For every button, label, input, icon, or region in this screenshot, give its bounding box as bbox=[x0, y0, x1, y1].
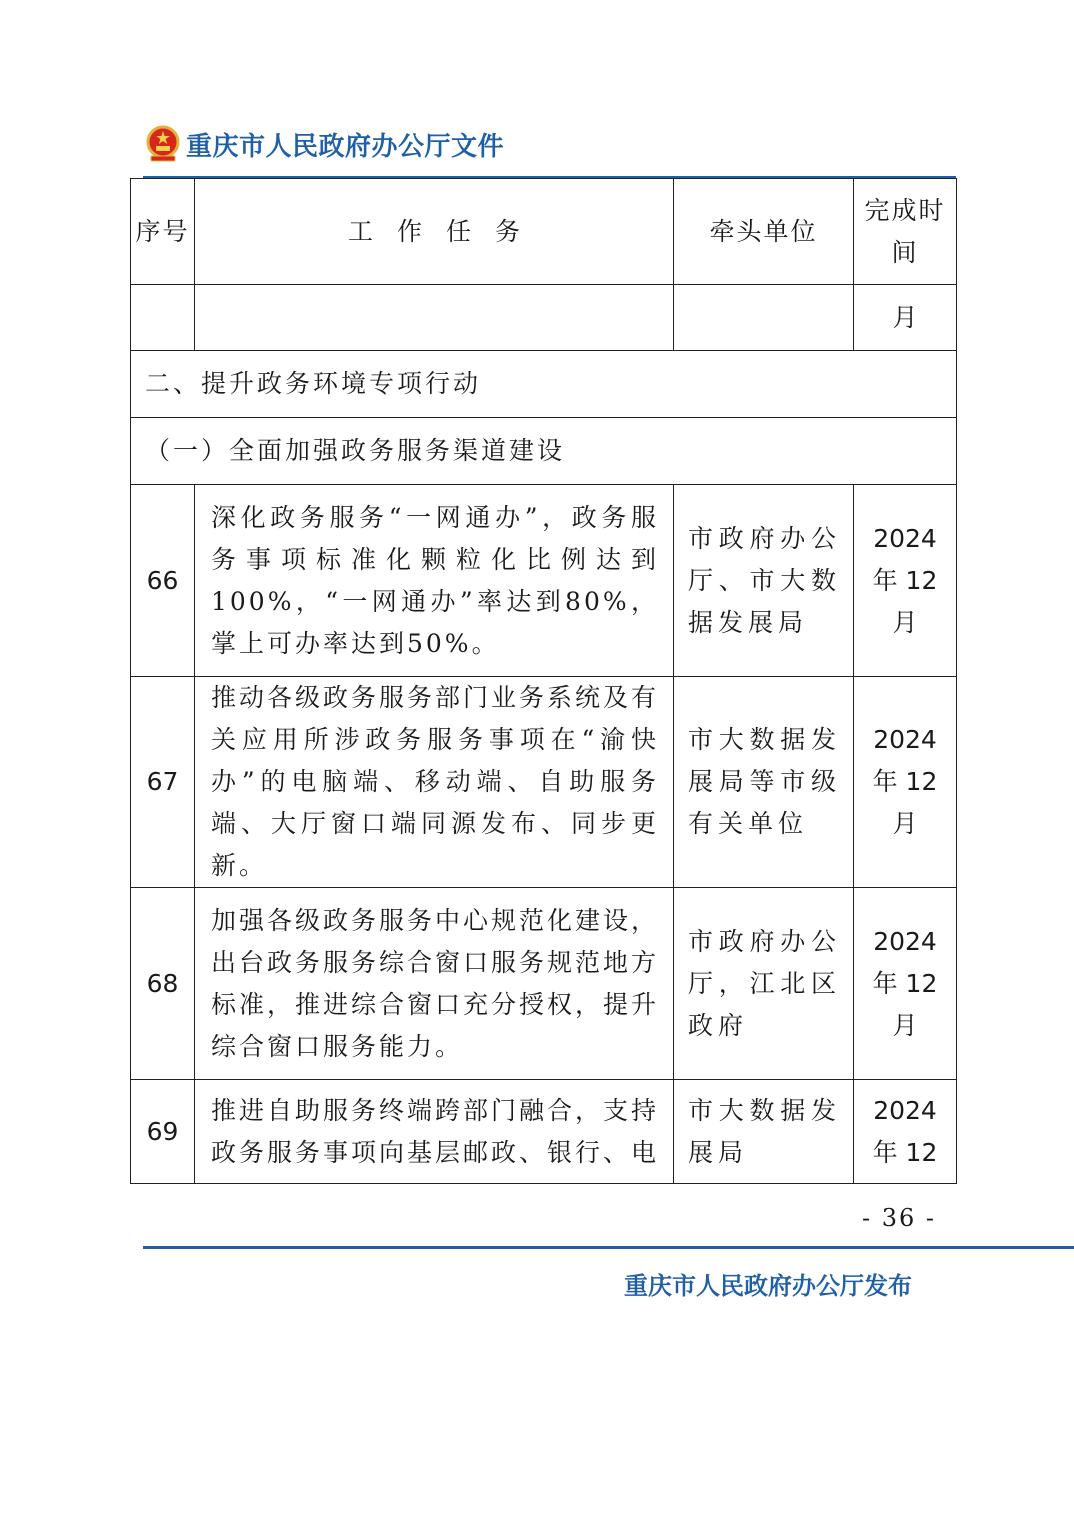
row-deadline-suffix: 月 bbox=[892, 809, 918, 838]
row-deadline bbox=[854, 888, 957, 1080]
carryover-deadline: 月 bbox=[854, 285, 957, 351]
footer-publisher: 重庆市人民政府办公厅发布 bbox=[624, 1272, 912, 1300]
table-row bbox=[131, 485, 957, 677]
row-deadline-year: 2024 bbox=[873, 523, 937, 553]
row-task: 加强各级政务服务中心规范化建设，出台政务服务综合窗口服务规范地方标准，推进综合窗口充分授权，提升综合窗口服务能力。 bbox=[195, 888, 674, 1080]
header-deadline-line1: 完成时 bbox=[864, 195, 946, 225]
section-row bbox=[131, 351, 957, 418]
row-deadline-year: 2024 bbox=[873, 926, 937, 956]
row-deadline-year: 2024 bbox=[873, 725, 937, 754]
row-deadline-month: 年 12 bbox=[872, 565, 938, 595]
row-unit: 市大数据发展局 bbox=[674, 1080, 854, 1184]
row-unit: 市政府办公厅、市大数据发展局 bbox=[674, 485, 854, 677]
row-unit: 市政府办公厅，江北区政府 bbox=[674, 888, 854, 1080]
row-unit: 市大数据发展局等市级有关单位 bbox=[674, 677, 854, 888]
row-index: 66 bbox=[131, 485, 195, 677]
row-task: 推进自助服务终端跨部门融合，支持政务服务事项向基层邮政、银行、电 bbox=[195, 1080, 674, 1184]
header-index: 序号 bbox=[131, 179, 195, 285]
row-deadline-suffix: 月 bbox=[892, 607, 918, 637]
header-task: 工作任务 bbox=[195, 179, 674, 285]
table-row bbox=[131, 888, 957, 1080]
footer-divider bbox=[143, 1246, 1074, 1249]
row-deadline bbox=[854, 485, 957, 677]
page-number: - 36 - bbox=[862, 1204, 937, 1232]
row-deadline bbox=[854, 677, 957, 888]
row-deadline-month: 年 12 bbox=[872, 1137, 938, 1167]
carryover-row bbox=[131, 285, 957, 351]
table-row bbox=[131, 677, 957, 888]
task-table bbox=[130, 178, 957, 1184]
carryover-unit bbox=[674, 285, 854, 351]
header-title: 重庆市人民政府办公厅文件 bbox=[186, 131, 505, 162]
row-deadline-month: 年 12 bbox=[872, 968, 938, 998]
carryover-task bbox=[195, 285, 674, 351]
table-row bbox=[131, 1080, 957, 1184]
carryover-index bbox=[131, 285, 195, 351]
subsection-row bbox=[131, 418, 957, 485]
row-index: 69 bbox=[131, 1080, 195, 1184]
subsection-title: （一）全面加强政务服务渠道建设 bbox=[131, 418, 957, 485]
header-unit: 牵头单位 bbox=[674, 179, 854, 285]
row-deadline-suffix: 月 bbox=[892, 1010, 918, 1040]
row-deadline-month: 年 12 bbox=[872, 767, 938, 796]
row-deadline-year: 2024 bbox=[873, 1095, 937, 1125]
header-deadline-line2: 间 bbox=[891, 237, 919, 267]
row-index: 67 bbox=[131, 677, 195, 888]
national-emblem-icon bbox=[146, 125, 180, 163]
section-title: 二、提升政务环境专项行动 bbox=[131, 351, 957, 418]
header-deadline bbox=[854, 179, 957, 285]
document-header bbox=[146, 122, 504, 166]
row-task: 深化政务服务“一网通办”，政务服务事项标准化颗粒化比例达到100%，“一网通办”率达到80%，掌上可办率达到50%。 bbox=[195, 485, 674, 677]
row-index: 68 bbox=[131, 888, 195, 1080]
row-task: 推动各级政务服务部门业务系统及有关应用所涉政务服务事项在“渝快办”的电脑端、移动端、自助服务端、大厅窗口端同源发布、同步更新。 bbox=[195, 677, 674, 888]
row-deadline bbox=[854, 1080, 957, 1184]
table-header-row bbox=[131, 179, 957, 285]
